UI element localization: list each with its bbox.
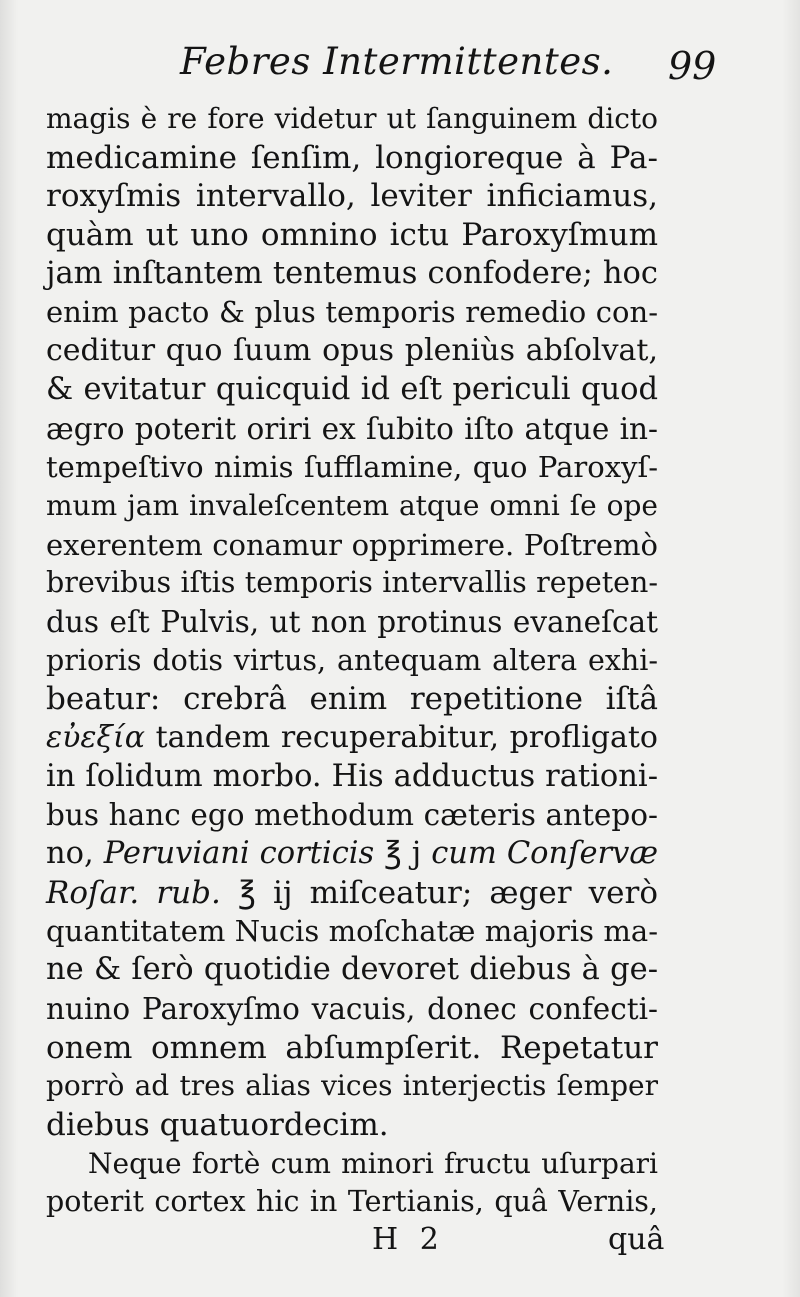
text-line — [46, 410, 658, 449]
text-segment: tempeſtivo nimis ſufflamine, quo Paroxyſ- — [46, 450, 658, 485]
text-line — [46, 216, 658, 255]
text-line — [46, 564, 658, 603]
catchword: quâ — [608, 1222, 665, 1257]
text-segment: quantitatem Nucis moſchatæ majoris ma- — [46, 914, 658, 949]
left-edge-shadow — [0, 0, 18, 1297]
text-line — [46, 719, 658, 758]
body-text — [46, 100, 658, 1222]
text-segment: dus eſt Pulvis, ut non protinus evaneſcat — [46, 604, 658, 639]
page-header — [0, 40, 800, 100]
text-segment: roxyſmis intervallo, leviter inficiamus, — [46, 178, 658, 215]
text-line — [46, 990, 658, 1029]
text-segment: jam inſtantem tentemus confodere; hoc — [46, 255, 658, 291]
italic-text-segment: εὐεξία — [46, 720, 145, 755]
signature-mark: H 2 — [372, 1222, 445, 1257]
text-line — [46, 293, 658, 332]
text-segment: medicamine ſenſim, longioreque à Pa- — [46, 139, 658, 176]
text-segment: brevibus iſtis temporis intervallis repeten- — [46, 566, 658, 600]
text-line — [46, 371, 658, 410]
text-line — [46, 448, 658, 487]
text-segment: Neque fortè cum minori fructu uſurpari — [88, 1146, 658, 1180]
text-segment: no, — [46, 836, 104, 872]
text-segment: diebus quatuordecim. — [46, 1106, 389, 1143]
text-segment: mum jam invaleſcentem atque omni ſe ope — [46, 488, 658, 522]
text-segment: ceditur quo ſuum opus pleniùs abſolvat, — [46, 333, 658, 369]
text-segment: tandem recuperabitur, profligato — [144, 720, 658, 755]
text-segment: ægro poterit oriri ex ſubito iſto atque in- — [46, 411, 658, 446]
text-segment: onem omnem abſumpſerit. Repetatur — [46, 1029, 658, 1066]
italic-text-segment: Peruviani corticis — [103, 836, 375, 872]
text-segment: in ſolidum morbo. His adductus rationi- — [46, 758, 658, 794]
text-line — [46, 177, 658, 216]
text-line — [46, 1106, 658, 1145]
text-segment: nuino Paroxyſmo vacuis, donec confecti- — [46, 991, 658, 1026]
text-segment: exerentem conamur opprimere. Poſtremò — [46, 527, 658, 562]
text-segment: & evitatur quicquid id eſt periculi quod — [46, 371, 658, 407]
text-segment: quàm ut uno omnino ictu Paroxyſmum — [46, 217, 658, 254]
text-line — [46, 255, 658, 294]
italic-text-segment: Roſar. rub. — [46, 874, 221, 911]
right-edge-shadow — [782, 0, 800, 1297]
page-footer — [0, 1222, 800, 1272]
running-head: Febres Intermittentes. — [180, 40, 614, 83]
text-line — [46, 835, 658, 874]
text-line — [46, 1029, 658, 1068]
text-line — [46, 1183, 658, 1222]
text-line — [46, 1067, 658, 1106]
text-line — [46, 951, 658, 990]
text-line — [46, 796, 658, 835]
text-segment: ℥ j — [374, 836, 432, 872]
text-line — [46, 912, 658, 951]
text-line — [46, 603, 658, 642]
text-line — [46, 642, 658, 681]
text-line — [46, 526, 658, 565]
text-line — [46, 1145, 658, 1184]
text-line — [46, 487, 658, 526]
page-number: 99 — [668, 44, 717, 88]
italic-text-segment: cum Conſervæ — [431, 836, 658, 872]
text-segment: prioris dotis virtus, antequam altera exhi- — [46, 643, 658, 677]
text-segment: bus hanc ego methodum cæteris antepo- — [46, 798, 658, 833]
text-segment: beatur: crebrâ enim repetitione iſtâ — [46, 681, 658, 718]
text-segment: enim pacto & plus temporis remedio con- — [46, 295, 658, 330]
text-segment: porrò ad tres alias vices interjectis ſemper — [46, 1069, 658, 1103]
text-segment: magis è re fore videtur ut ſanguinem dicto — [46, 102, 658, 135]
text-line — [46, 139, 658, 178]
text-line — [46, 680, 658, 719]
text-line — [46, 874, 658, 913]
text-segment: poterit cortex hic in Tertianis, quâ Vernis, — [46, 1185, 658, 1219]
text-segment: ne & ſerò quotidie devoret diebus à ge- — [46, 952, 658, 988]
text-line — [46, 332, 658, 371]
text-line — [46, 100, 658, 139]
text-line — [46, 758, 658, 797]
text-segment: ℥ ij miſceatur; æger verò — [220, 874, 658, 911]
